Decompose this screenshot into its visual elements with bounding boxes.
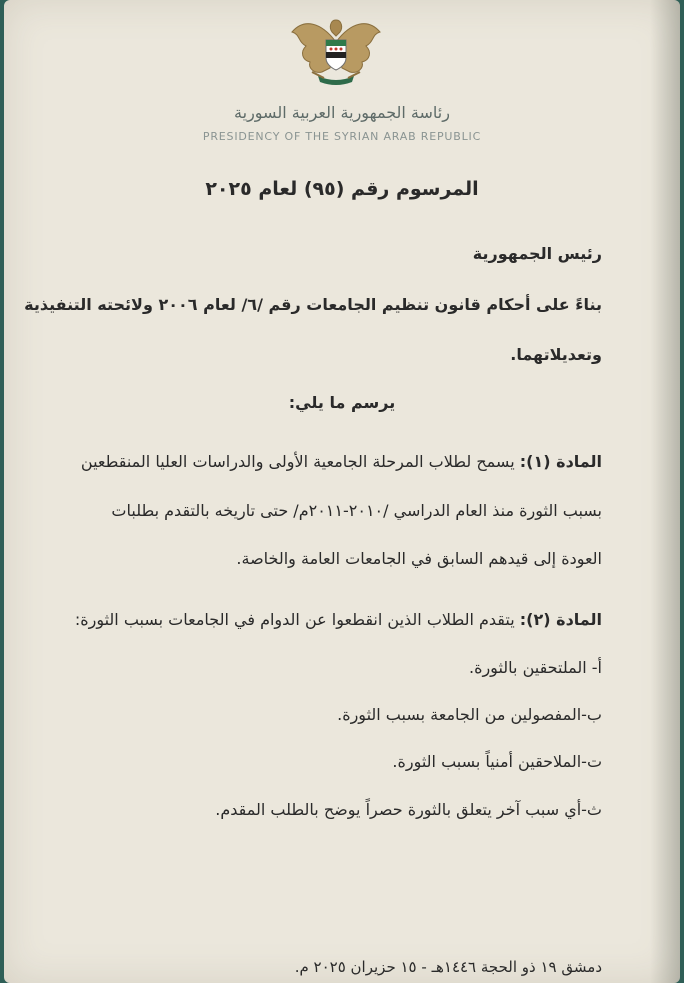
decree-decrees-heading: يرسم ما يلي: <box>288 393 396 412</box>
decree-issuer: رئيس الجمهورية <box>472 244 602 263</box>
presidency-english-name: PRESIDENCY OF THE SYRIAN ARAB REPUBLIC <box>202 130 482 143</box>
article-1-line-1 <box>81 452 602 471</box>
article-1-text: يسمح لطلاب المرحلة الجامعية الأولى والدراسات العليا المنقطعين <box>80 452 515 471</box>
decree-basis-line-2: وتعديلاتهما. <box>510 345 602 364</box>
decree-basis-line-1: بناءً على أحكام قانون تنظيم الجامعات رقم /٦/ لعام ٢٠٠٦ ولائحته التنفيذية <box>24 295 602 314</box>
decree-document <box>4 0 680 983</box>
article-1-line-2: بسبب الثورة منذ العام الدراسي /٢٠١٠-٢٠١١م/ حتى تاريخه بالتقدم بطلبات <box>111 501 602 520</box>
article-2-text: يتقدم الطلاب الذين انقطعوا عن الدوام في الجامعات بسبب الثورة: <box>74 610 515 629</box>
article-2-item-a: أ- الملتحقين بالثورة. <box>468 658 602 677</box>
article-2-label: المادة (٢): <box>519 610 602 629</box>
article-1-label: المادة (١): <box>519 452 602 471</box>
eagle-emblem-icon <box>286 12 386 92</box>
article-2-item-th: ث-أي سبب آخر يتعلق بالثورة حصراً يوضح بالطلب المقدم. <box>215 800 602 819</box>
page-edge-shadow <box>650 0 680 983</box>
article-2-item-t: ت-الملاحقين أمنياً بسبب الثورة. <box>392 752 602 771</box>
decree-title: المرسوم رقم (٩٥) لعام ٢٠٢٥ <box>205 178 479 200</box>
footer-date: دمشق ١٩ ذو الحجة ١٤٤٦هـ - ١٥ حزيران ٢٠٢٥ م. <box>294 958 602 976</box>
article-2-line-1 <box>75 610 602 629</box>
presidency-arabic-name: رئاسة الجمهورية العربية السورية <box>234 103 450 122</box>
article-2-item-b: ب-المفصولين من الجامعة بسبب الثورة. <box>337 705 602 724</box>
article-1-line-3: العودة إلى قيدهم السابق في الجامعات العامة والخاصة. <box>236 549 602 568</box>
